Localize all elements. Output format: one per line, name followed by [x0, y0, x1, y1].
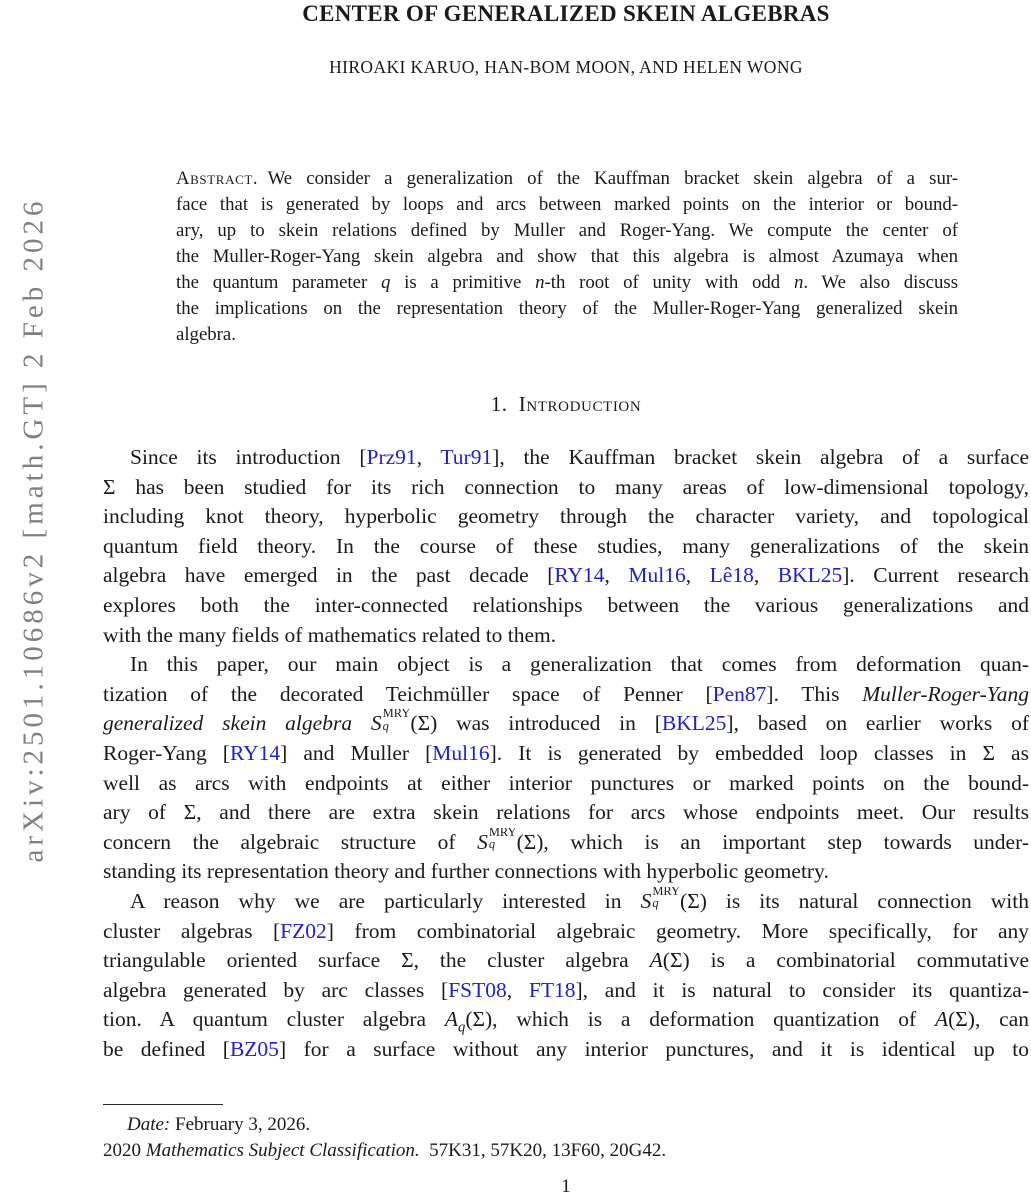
text-line: [103, 591, 1029, 621]
text-line: [103, 946, 1029, 976]
date-label: Date:: [127, 1114, 171, 1136]
text-line: [103, 502, 1029, 532]
msc-line: [103, 1138, 1029, 1164]
citation-link[interactable]: BZ05: [229, 1036, 279, 1061]
text-segment: including knot theory, hyperbolic geometry through the character variety, and topological: [103, 504, 1029, 529]
text-segment: algebra.: [176, 324, 236, 345]
text-line: [103, 857, 1029, 887]
math-symbol: n: [535, 272, 545, 293]
text-segment: ], and it is natural to consider its quantiza-: [575, 977, 1029, 1002]
text-segment: ]. Current research: [842, 563, 1029, 588]
citation-link[interactable]: FST08: [448, 977, 507, 1002]
msc-year: 2020: [103, 1140, 146, 1162]
text-segment: -th root of unity with odd: [544, 272, 794, 293]
text-segment: ary of Σ, and there are extra skein relations for arcs whose endpoints meet. Our results: [103, 800, 1029, 825]
math-symbol: A: [934, 1007, 949, 1032]
text-segment: well as arcs with endpoints at either interior punctures or marked points on the bound-: [103, 770, 1029, 795]
text-segment: ] for a surface without any interior punctures, and it is identical up to: [278, 1036, 1029, 1061]
text-line: [176, 244, 958, 270]
page-number: 1: [561, 1176, 571, 1197]
math-skein-algebra-symbol: S MRY q: [477, 827, 517, 854]
section-title: Introduction: [518, 392, 642, 416]
text-line: [103, 769, 1029, 799]
text-segment: We consider a generalization of the Kauffman bracket skein algebra of a sur-: [258, 168, 958, 189]
text-line: [103, 650, 1029, 680]
text-segment: ]. It is generated by embedded loop classes in Σ as: [489, 740, 1029, 765]
math-skein-algebra-symbol: S MRY q: [640, 886, 681, 913]
math-symbol: n: [793, 272, 804, 293]
text-segment: concern the algebraic structure of: [103, 829, 478, 854]
text-line: [176, 322, 958, 348]
text-line: [103, 680, 1029, 710]
text-segment: Roger-Yang [: [103, 740, 230, 765]
text-segment: cluster algebras [: [103, 918, 281, 943]
text-segment: Muller-Roger-Yang: [862, 681, 1029, 706]
text-segment: ary, up to skein relations defined by Muller and Roger-Yang. We compute the center of: [176, 220, 958, 241]
text-line: [103, 976, 1029, 1006]
citation-link[interactable]: Mul16: [628, 563, 686, 588]
text-line: [103, 739, 1029, 769]
text-segment: (Σ), can: [948, 1007, 1029, 1032]
text-segment: ] and Muller [: [280, 740, 433, 765]
text-line: [103, 828, 1029, 858]
math-symbol: A: [649, 948, 663, 973]
abstract-block: [176, 166, 958, 348]
text-segment: Since its introduction [: [130, 445, 367, 469]
date-value: February 3, 2026.: [170, 1114, 311, 1136]
text-line: [103, 887, 1029, 917]
text-segment: (Σ), which is a deformation quantization of: [465, 1007, 935, 1032]
citation-link[interactable]: Lê18: [709, 563, 754, 588]
text-line: [103, 443, 1029, 473]
text-segment: is a primitive: [390, 272, 536, 293]
math-symbol: q: [381, 272, 391, 293]
text-segment: q: [458, 1019, 466, 1035]
text-line: [176, 296, 958, 322]
text-segment: generalized skein algebra: [103, 711, 371, 736]
citation-link[interactable]: RY14: [229, 740, 281, 765]
text-segment: ,: [685, 563, 710, 588]
text-line: [103, 621, 1029, 651]
math-skein-algebra-symbol: S MRY q: [370, 709, 411, 736]
text-segment: Abstract.: [176, 168, 259, 189]
text-segment: Σ has been studied for its rich connection to many areas of low-dimensional topology,: [103, 474, 1029, 499]
citation-link[interactable]: Mul16: [432, 740, 490, 765]
citation-link[interactable]: FZ02: [280, 918, 327, 943]
text-segment: ], based on earlier works of: [726, 711, 1029, 736]
text-segment: ]. This: [766, 681, 863, 706]
text-segment: ,: [416, 445, 441, 469]
section-heading: [103, 392, 1029, 417]
text-segment: algebra have emerged in the past decade [: [103, 563, 555, 588]
citation-link[interactable]: Prz91: [366, 445, 417, 469]
text-segment: ,: [753, 563, 778, 588]
citation-link[interactable]: BKL25: [777, 563, 843, 588]
text-segment: face that is generated by loops and arcs between marked points on the interior or bound-: [176, 194, 958, 215]
citation-link[interactable]: FT18: [528, 977, 576, 1002]
introduction-text: [103, 443, 1029, 1064]
math-symbol: A: [444, 1007, 459, 1032]
footnote-rule: [103, 1104, 223, 1105]
citation-link[interactable]: Tur91: [440, 445, 493, 469]
text-segment: the quantum parameter: [176, 272, 381, 293]
text-segment: explores both the inter-connected relationships between the various generalizations and: [103, 592, 1029, 617]
text-line: [103, 532, 1029, 562]
text-line: [103, 1005, 1029, 1035]
paper-authors: HIROAKI KARUO, HAN-BOM MOON, AND HELEN WONG: [329, 57, 803, 77]
text-segment: algebra generated by arc classes [: [103, 977, 449, 1002]
text-line: [103, 709, 1029, 739]
text-line: [176, 270, 958, 296]
text-line: [176, 218, 958, 244]
text-segment: ,: [604, 563, 629, 588]
text-segment: A reason why we are particularly interested in: [130, 888, 641, 913]
text-line: [103, 561, 1029, 591]
arxiv-stamp: arXiv:2501.10686v2 [math.GT] 2 Feb 2026: [17, 197, 50, 863]
msc-codes: 57K31, 57K20, 13F60, 20G42.: [419, 1140, 667, 1162]
text-segment: ], the Kauffman bracket skein algebra of a surface: [492, 445, 1029, 469]
text-segment: (Σ), which is an important step towards under-: [516, 829, 1029, 854]
text-segment: (Σ) is a combinatorial commutative: [662, 948, 1029, 973]
section-number: 1.: [490, 392, 508, 416]
paper-title: CENTER OF GENERALIZED SKEIN ALGEBRAS: [302, 1, 830, 26]
text-segment: (Σ) was introduced in [: [410, 711, 662, 736]
date-line: [103, 1112, 1029, 1138]
citation-link[interactable]: RY14: [554, 563, 605, 588]
text-line: [176, 166, 958, 192]
footnote-block: [103, 1104, 1029, 1164]
text-segment: triangulable oriented surface Σ, the cluster algebra: [103, 948, 650, 973]
text-segment: . We also discuss: [803, 272, 958, 293]
text-line: [103, 798, 1029, 828]
citation-link[interactable]: Pen87: [712, 681, 767, 706]
text-segment: tion. A quantum cluster algebra: [103, 1007, 445, 1032]
text-segment: tization of the decorated Teichmüller space of Penner [: [103, 681, 713, 706]
text-segment: In this paper, our main object is a generalization that comes from deformation quan-: [130, 652, 1029, 677]
text-segment: ] from combinatorial algebraic geometry. More specifically, for any: [326, 918, 1029, 943]
text-segment: standing its representation theory and further connections with hyperbolic geometry.: [103, 859, 829, 884]
citation-link[interactable]: BKL25: [661, 711, 727, 736]
text-line: [176, 192, 958, 218]
msc-label: Mathematics Subject Classification.: [145, 1140, 420, 1162]
text-segment: quantum field theory. In the course of these studies, many generalizations of the skein: [103, 533, 1029, 558]
text-segment: (Σ) is its natural connection with: [680, 888, 1029, 913]
text-segment: the implications on the representation theory of the Muller-Roger-Yang generalized skein: [176, 298, 958, 319]
text-segment: ,: [506, 977, 529, 1002]
text-line: [103, 917, 1029, 947]
text-segment: the Muller-Roger-Yang skein algebra and show that this algebra is almost Azumaya when: [176, 246, 958, 267]
text-line: [103, 1035, 1029, 1065]
text-segment: be defined [: [103, 1036, 230, 1061]
text-segment: with the many fields of mathematics related to them.: [103, 622, 557, 647]
text-line: [103, 473, 1029, 503]
